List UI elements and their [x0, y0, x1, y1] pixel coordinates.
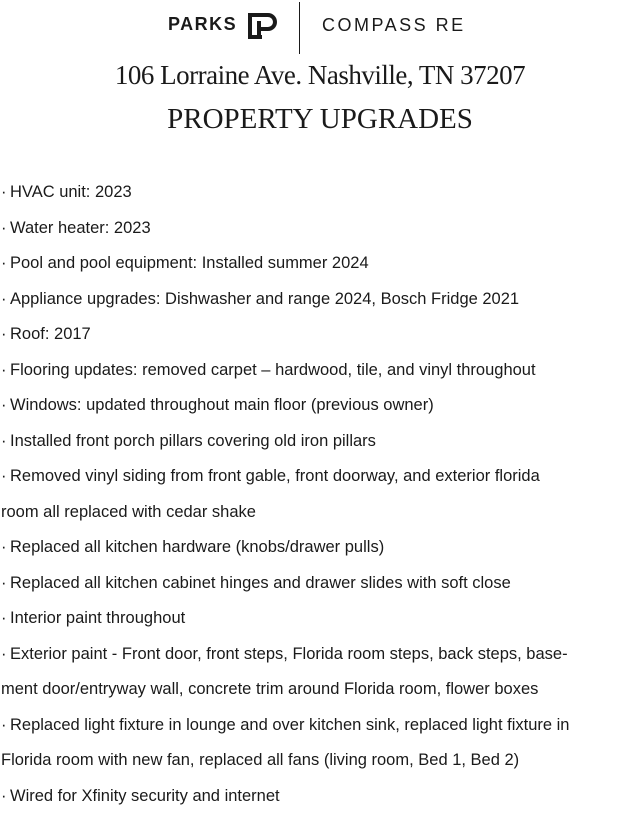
upgrade-item: [1, 246, 640, 282]
upgrade-text: Installed front porch pillars covering old iron pillars: [10, 432, 376, 450]
bullet-point: ·: [1, 175, 10, 211]
bullet-point: ·: [1, 317, 10, 353]
bullet-point: ·: [1, 246, 10, 282]
upgrade-text: Water heater: 2023: [10, 219, 151, 237]
upgrade-text: Wired for Xfinity security and internet: [10, 787, 280, 805]
upgrade-text: Replaced light fixture in lounge and over kitchen sink, replaced light fixture in: [10, 716, 570, 734]
upgrade-text: Windows: updated throughout main floor (previous owner): [10, 396, 434, 414]
upgrade-text: Replaced all kitchen cabinet hinges and drawer slides with soft close: [10, 574, 511, 592]
upgrade-item: [1, 779, 640, 814]
page-title: PROPERTY UPGRADES: [0, 103, 640, 136]
upgrade-text: Florida room with new fan, replaced all fans (living room, Bed 1, Bed 2): [1, 751, 519, 769]
upgrade-text: Flooring updates: removed carpet – hardwood, tile, and vinyl throughout: [10, 361, 536, 379]
bullet-point: ·: [1, 211, 10, 247]
upgrade-item: [1, 353, 640, 389]
upgrade-item: [1, 459, 640, 495]
upgrade-text: room all replaced with cedar shake: [1, 503, 256, 521]
upgrade-text: HVAC unit: 2023: [10, 183, 132, 201]
upgrade-item: [1, 424, 640, 460]
parks-monogram-icon: [248, 13, 278, 39]
upgrade-item: [1, 601, 640, 637]
upgrade-item: [1, 317, 640, 353]
property-address: 106 Lorraine Ave. Nashville, TN 37207: [0, 60, 640, 91]
upgrade-item: [1, 282, 640, 318]
parks-logo-text: PARKS: [168, 14, 237, 35]
bullet-point: ·: [1, 637, 10, 673]
logo-divider: [299, 2, 300, 54]
bullet-point: ·: [1, 459, 10, 495]
bullet-point: ·: [1, 601, 10, 637]
upgrade-item-continuation: [1, 743, 640, 779]
upgrade-text: Pool and pool equipment: Installed summer 2024: [10, 254, 369, 272]
upgrade-item-continuation: [1, 672, 640, 708]
upgrade-item: [1, 175, 640, 211]
upgrade-item: [1, 388, 640, 424]
upgrade-text: Removed vinyl siding from front gable, front doorway, and exterior florida: [10, 467, 540, 485]
compass-logo-text: COMPASS RE: [322, 15, 466, 36]
bullet-point: ·: [1, 530, 10, 566]
upgrade-text: ment door/entryway wall, concrete trim around Florida room, flower boxes: [1, 680, 538, 698]
bullet-point: ·: [1, 779, 10, 814]
bullet-point: ·: [1, 708, 10, 744]
upgrade-item: [1, 708, 640, 744]
upgrade-item: [1, 566, 640, 602]
bullet-point: ·: [1, 388, 10, 424]
logo-bar: [0, 0, 640, 56]
upgrade-text: Appliance upgrades: Dishwasher and range 2024, Bosch Fridge 2021: [10, 290, 519, 308]
bullet-point: ·: [1, 282, 10, 318]
upgrade-text: Exterior paint - Front door, front steps, Florida room steps, back steps, base-: [10, 645, 568, 663]
upgrade-text: Roof: 2017: [10, 325, 91, 343]
bullet-point: ·: [1, 424, 10, 460]
upgrade-item: [1, 637, 640, 673]
upgrade-item: [1, 211, 640, 247]
bullet-point: ·: [1, 566, 10, 602]
upgrade-list: [1, 175, 640, 814]
upgrade-text: Interior paint throughout: [10, 609, 185, 627]
upgrade-text: Replaced all kitchen hardware (knobs/drawer pulls): [10, 538, 384, 556]
bullet-point: ·: [1, 353, 10, 389]
upgrade-item: [1, 530, 640, 566]
upgrade-item-continuation: [1, 495, 640, 531]
